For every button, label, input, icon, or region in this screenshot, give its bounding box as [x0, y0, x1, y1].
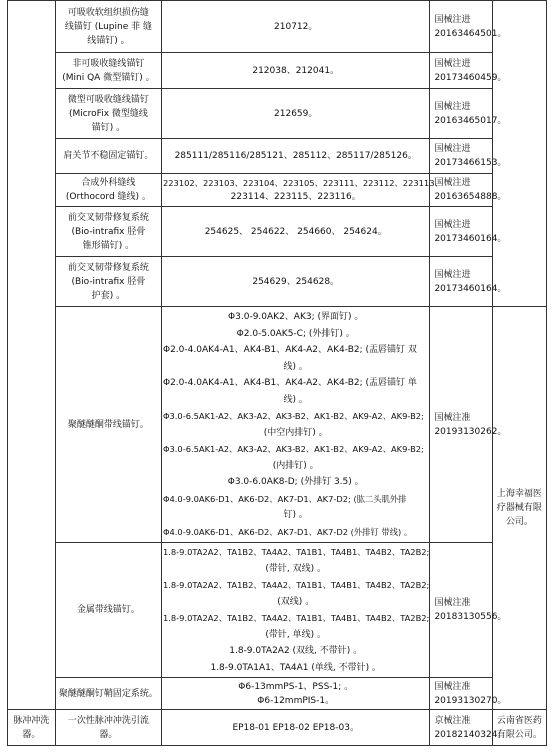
manufacturer-cell-empty	[492, 1, 546, 307]
spec-cell: 210712。	[161, 1, 429, 53]
registration-cell: 国械注准 20183130556。	[430, 543, 492, 678]
product-name-cell: 合成外科缝线 (Orthocord 缝线) 。	[55, 174, 161, 207]
product-name-cell: 金属带线锚钉。	[55, 543, 161, 678]
table-row	[8, 257, 547, 307]
spec-cell: 212659。	[161, 89, 429, 139]
registration-cell: 国械注进 20173460459。	[430, 53, 492, 89]
table-row	[8, 139, 547, 174]
product-name-cell: 前交叉韧带修复系统 (Bio-intrafix 胫骨 护套) 。	[55, 257, 161, 307]
table-row	[8, 307, 547, 543]
table-row	[8, 174, 547, 207]
registration-cell: 京械注准 20182140324。	[430, 710, 492, 746]
spec-cell: 212038、212041。	[161, 53, 429, 89]
registration-cell: 国械注进 20173460164。	[430, 257, 492, 307]
spec-cell: EP18-01 EP18-02 EP18-03。	[161, 710, 429, 746]
product-name-cell: 非可吸收缝线锚钉 (Mini QA 微型锚钉) 。	[55, 53, 161, 89]
product-name-cell: 微型可吸收缝线锚钉 (MicroFix 微型缝线 锚钉) 。	[55, 89, 161, 139]
registration-cell: 国械注进 20163654888。	[430, 174, 492, 207]
table-row	[8, 1, 547, 53]
table-row	[8, 710, 547, 746]
table-row	[8, 678, 547, 710]
product-name-cell: 可吸收软组织损伤缝 线锚钉 (Lupine 菲 缝 线锚钉) 。	[55, 1, 161, 53]
category-cell: 脉冲冲洗 器。	[8, 710, 56, 746]
registration-cell: 国械注准 20193130270。	[430, 678, 492, 710]
spec-cell: 254625、 254622、 254660、 254624。	[161, 207, 429, 257]
spec-cell: 1.8-9.0TA2A2、TA1B2、TA4A2、TA1B1、TA4B1、TA4B2、TA2B2; (带针, 双线) 。 1.8-9.0TA2A2、TA1B2、TA4A2、TA1B1、TA4B1、TA4B2、TA2B2; (双线) 。 1.8-9.0TA2A2、TA1B2、TA4A2、TA1B1、TA4B1、TA4B2、TA2B2; (带针, 单线) 。 1.8-9.0TA2A2 (双线, 不带针) 。 1.8-9.0TA1A1、TA4A1 (单线, 不带针) 。	[161, 543, 429, 678]
registration-cell: 国械注进 20163464501。	[430, 1, 492, 53]
spec-cell: 223102、223103、223104、223105、223111、223112、223113、 223114、223115、223116。	[161, 174, 429, 207]
spec-cell: 254629、254628。	[161, 257, 429, 307]
spec-cell: Φ6-13mmPS-1、PSS-1; 。 Φ6-12mmPIS-1。	[161, 678, 429, 710]
category-cell	[8, 1, 56, 710]
table-row	[8, 207, 547, 257]
table-row	[8, 89, 547, 139]
manufacturer-cell: 云南省医药 有限公司。	[492, 710, 546, 746]
product-table	[7, 0, 547, 746]
spec-cell: Φ3.0-9.0AK2、AK3; (界面钉) 。 Φ2.0-5.0AK5-C; (外排钉) 。 Φ2.0-4.0AK4-A1、AK4-B1、AK4-A2、AK4-B2; (盂唇锚钉 双 线) 。 Φ2.0-4.0AK4-A1、AK4-B1、AK4-A2、AK4-B2; (盂唇锚钉 单 线) 。 Φ3.0-6.5AK1-A2、AK3-A2、AK3-B2、AK1-B2、AK9-A2、AK9-B2; (中空内排钉) 。 Φ3.0-6.5AK1-A2、AK3-A2、AK3-B2、AK1-B2、AK9-A2、AK9-B2; (内排钉) 。 Φ3.0-6.0AK8-D; (外排钉 3.5) 。 Φ4.0-9.0AK6-D1、AK6-D2、AK7-D1、AK7-D2; (肱二头肌外排 钉) 。 Φ4.0-9.0AK6-D1、AK6-D2、AK7-D1、AK7-D2 (外排钉 带线) 。	[161, 307, 429, 543]
manufacturer-cell: 上海幸福医 疗器械有限 公司。	[492, 307, 546, 710]
spec-cell: 285111/285116/285121、285112、285117/285126。	[161, 139, 429, 174]
registration-cell: 国械注进 20173466153。	[430, 139, 492, 174]
product-name-cell: 一次性脉冲冲洗引流 器。	[55, 710, 161, 746]
table-row	[8, 53, 547, 89]
product-name-cell: 肩关节不稳固定锚钉。	[55, 139, 161, 174]
product-name-cell: 聚醚醚酮带线锚钉。	[55, 307, 161, 543]
table-row	[8, 543, 547, 678]
registration-cell: 国械注进 20173460164。	[430, 207, 492, 257]
product-name-cell: 前交叉韧带修复系统 (Bio-intrafix 胫骨 锥形锚钉) 。	[55, 207, 161, 257]
product-name-cell: 聚醚醚酮钉鞘固定系统。	[55, 678, 161, 710]
registration-cell: 国械注进 20163465017。	[430, 89, 492, 139]
registration-cell: 国械注准 20193130262。	[430, 307, 492, 543]
